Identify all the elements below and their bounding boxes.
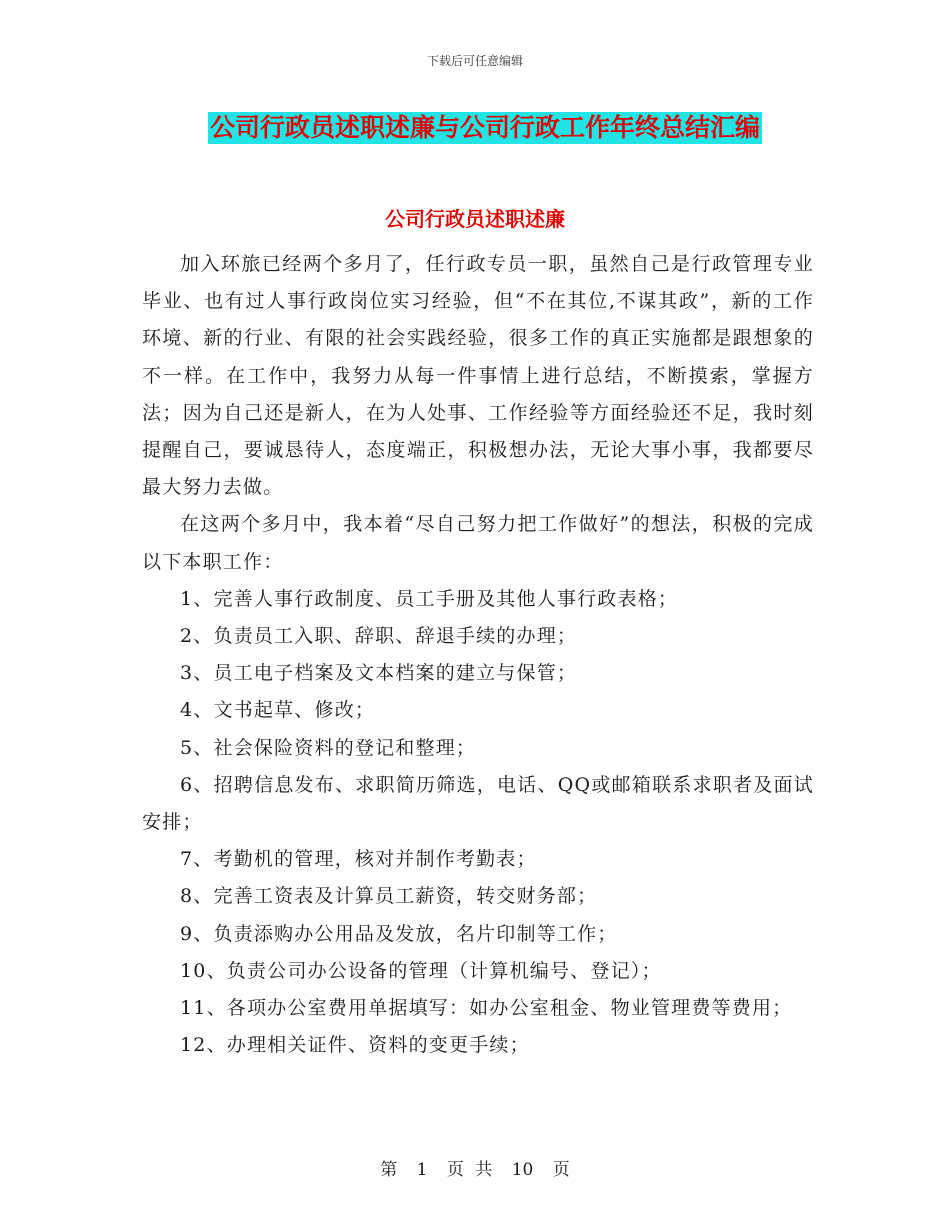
- list-item: 12、办理相关证件、资料的变更手续；: [180, 1034, 530, 1057]
- list-item: 7、考勤机的管理，核对并制作考勤表；: [180, 848, 537, 871]
- footer-suffix: 页: [552, 1160, 570, 1180]
- list-item: 4、文书起草、修改；: [180, 699, 376, 722]
- paragraph: 在这两个多月中，我本着“尽自己努力把工作做好”的想法，积极的完成以下本职工作：: [142, 513, 814, 573]
- section-title: 公司行政员述职述廉: [385, 207, 565, 231]
- list-item: 2、负责员工入职、辞职、辞退手续的办理；: [180, 625, 578, 648]
- footer-middle: 页 共: [446, 1160, 493, 1180]
- page-footer: [0, 1155, 950, 1180]
- header-note: 下载后可任意编辑: [426, 54, 523, 68]
- footer-total-pages: 10: [511, 1160, 534, 1180]
- footer-page-number: 1: [416, 1160, 428, 1180]
- list-item: 10、负责公司办公设备的管理（计算机编号、登记）；: [180, 959, 662, 982]
- list-item: 5、社会保险资料的登记和整理；: [180, 736, 477, 759]
- document-title: 公司行政员述职述廉与公司行政工作年终总结汇编: [210, 113, 761, 142]
- list-item: 9、负责添购办公用品及发放，名片印制等工作；: [180, 922, 618, 945]
- list-item: 11、各项办公室费用单据填写：如办公室租金、物业管理费等费用；: [180, 997, 793, 1020]
- list-item: 6、招聘信息发布、求职简历筛选，电话、QQ或邮箱联系求职者及面试安排；: [142, 773, 814, 834]
- paragraph: 加入环旅已经两个多月了，任行政专员一职，虽然自己是行政管理专业毕业、也有过人事行政岗位实习经验，但“不在其位,不谋其政”，新的工作环境、新的行业、有限的社会实践经验，很多工作的真正实施都是跟想象的不一样。在工作中，我努力从每一件事情上进行总结，不断摸索，掌握方法；因为自己还是新人，在为人处事、工作经验等方面经验还不足，我时刻提醒自己，要诚恳待人，态度端正，积极想办法，无论大事小事，我都要尽最大努力去做。: [142, 253, 814, 499]
- list-item: 8、完善工资表及计算员工薪资，转交财务部；: [180, 885, 598, 908]
- footer-prefix: 第: [380, 1160, 398, 1180]
- list-item: 1、完善人事行政制度、员工手册及其他人事行政表格；: [180, 587, 679, 610]
- document-body: [142, 246, 814, 1064]
- list-item: 3、员工电子档案及文本档案的建立与保管；: [180, 662, 578, 685]
